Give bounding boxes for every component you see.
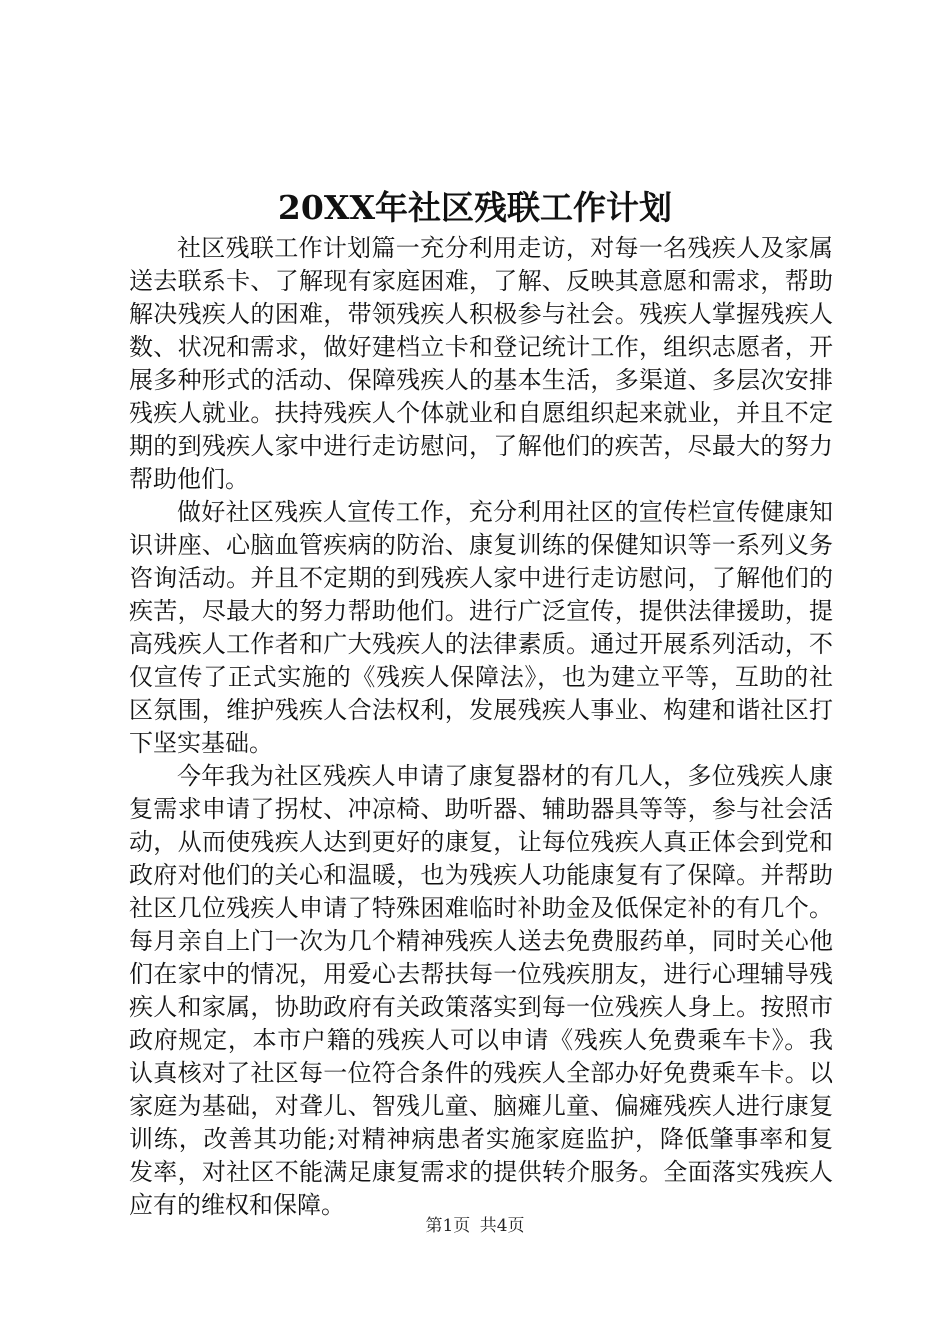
- page-footer: [0, 1214, 950, 1238]
- paragraph-1: 社区残联工作计划篇一充分利用走访，对每一名残疾人及家属送去联系卡、了解现有家庭困难，了解、反映其意愿和需求，帮助解决残疾人的困难，带领残疾人积极参与社会。残疾人掌握残疾人数、状况和需求，做好建档立卡和登记统计工作，组织志愿者，开展多种形式的活动、保障残疾人的基本生活，多渠道、多层次安排残疾人就业。扶持残疾人个体就业和自愿组织起来就业，并且不定期的到残疾人家中进行走访慰问，了解他们的疾苦，尽最大的努力帮助他们。: [129, 234, 833, 493]
- paragraph-2: 做好社区残疾人宣传工作，充分利用社区的宣传栏宣传健康知识讲座、心脑血管疾病的防治、康复训练的保健知识等一系列义务咨询活动。并且不定期的到残疾人家中进行走访慰问，了解他们的疾苦，尽最大的努力帮助他们。进行广泛宣传，提供法律援助，提高残疾人工作者和广大残疾人的法律素质。通过开展系列活动，不仅宣传了正式实施的《残疾人保障法》，也为建立平等，互助的社区氛围，维护残疾人合法权利，发展残疾人事业、构建和谐社区打下坚实基础。: [129, 498, 833, 757]
- paragraph-3: 今年我为社区残疾人申请了康复器材的有几人，多位残疾人康复需求申请了拐杖、冲凉椅、助听器、辅助器具等等，参与社会活动，从而使残疾人达到更好的康复，让每位残疾人真正体会到党和政府对他们的关心和温暖，也为残疾人功能康复有了保障。并帮助社区几位残疾人申请了特殊困难临时补助金及低保定补的有几个。每月亲自上门一次为几个精神残疾人送去免费服药单，同时关心他们在家中的情况，用爱心去帮扶每一位残疾朋友，进行心理辅导残疾人和家属，协助政府有关政策落实到每一位残疾人身上。按照市政府规定，本市户籍的残疾人可以申请《残疾人免费乘车卡》。我认真核对了社区每一位符合条件的残疾人全部办好免费乘车卡。以家庭为基础，对聋儿、智残儿童、脑瘫儿童、偏瘫残疾人进行康复训练，改善其功能;对精神病患者实施家庭监护，降低肇事率和复发率，对社区不能满足康复需求的提供转介服务。全面落实残疾人应有的维权和保障。: [129, 762, 833, 1219]
- page-total: 共4页: [479, 1216, 525, 1236]
- page-number: 第1页: [425, 1216, 471, 1236]
- document-body: [129, 232, 833, 1222]
- document-title: 20XX年社区残联工作计划: [277, 188, 673, 227]
